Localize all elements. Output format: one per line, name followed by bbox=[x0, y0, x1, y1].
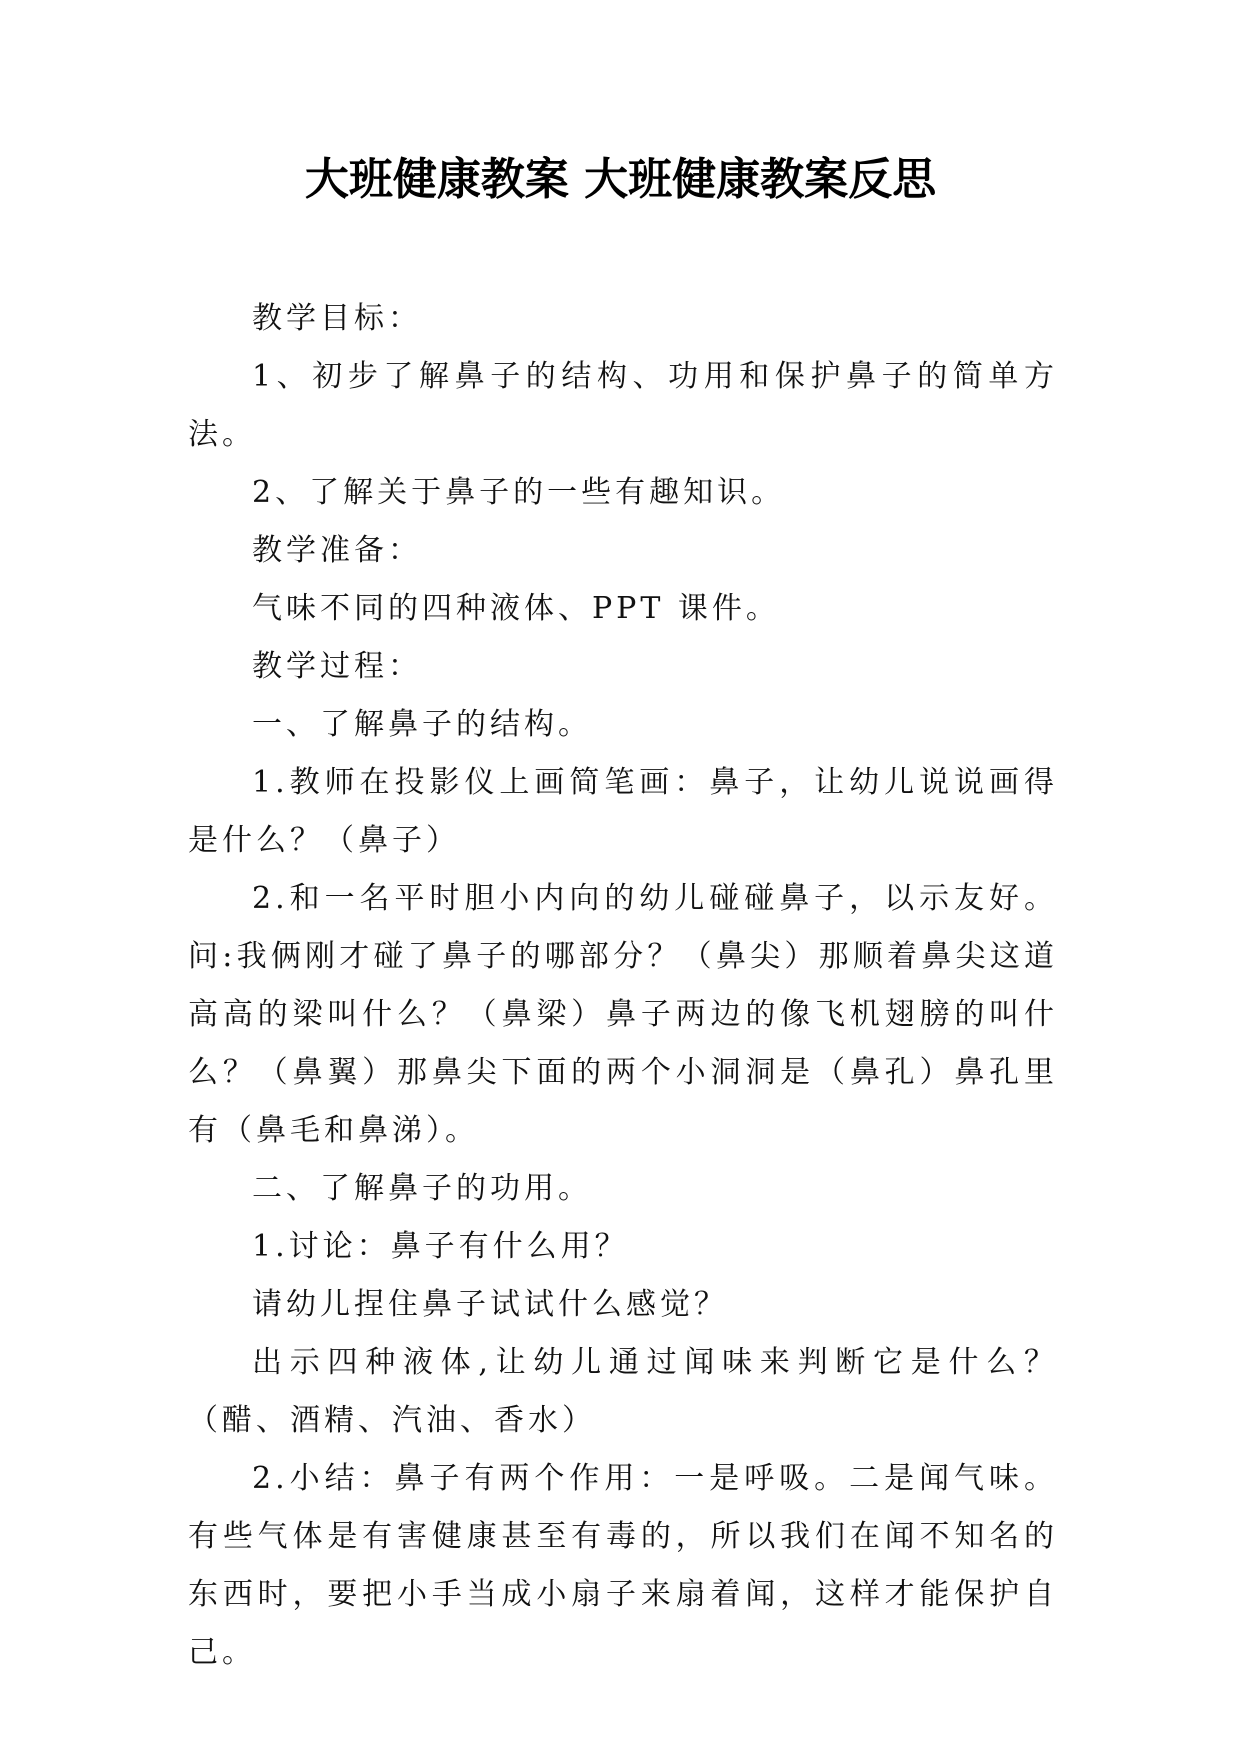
preparation-text: 气味不同的四种液体、PPT 课件。 bbox=[252, 591, 780, 626]
process-step-drawing: 1.教师在投影仪上画简笔画：鼻子，让幼儿说说画得是什么？（鼻子） bbox=[188, 765, 1058, 858]
section-heading-function: 二、了解鼻子的功用。 bbox=[252, 1171, 592, 1206]
process-step-touch-nose: 2.和一名平时胆小内向的幼儿碰碰鼻子，以示友好。问:我俩刚才碰了鼻子的哪部分？（鼻尖）那顺着鼻尖这道高高的梁叫什么？（鼻梁）鼻子两边的像飞机翅膀的叫什么？（鼻翼）那鼻尖下面的两个小洞洞是（鼻孔）鼻孔里有（鼻毛和鼻涕）。 bbox=[188, 881, 1058, 1148]
process-step-pinch-nose: 请幼儿捏住鼻子试试什么感觉？ bbox=[252, 1287, 728, 1322]
process-step-discussion: 1.讨论：鼻子有什么用？ bbox=[252, 1229, 629, 1264]
page-title: 大班健康教案 大班健康教案反思 bbox=[304, 154, 937, 205]
heading-objectives: 教学目标： bbox=[252, 301, 422, 336]
section-heading-structure: 一、了解鼻子的结构。 bbox=[252, 707, 592, 742]
objective-item-1: 1、初步了解鼻子的结构、功用和保护鼻子的简单方法。 bbox=[188, 359, 1058, 452]
heading-preparation: 教学准备： bbox=[252, 533, 422, 568]
document-body bbox=[188, 290, 1058, 1682]
process-step-summary: 2.小结：鼻子有两个作用：一是呼吸。二是闻气味。有些气体是有害健康甚至有毒的，所以我们在闻不知名的东西时，要把小手当成小扇子来扇着闻，这样才能保护自己。 bbox=[188, 1461, 1058, 1670]
heading-process: 教学过程： bbox=[252, 649, 422, 684]
process-step-smell-liquids: 出示四种液体,让幼儿通过闻味来判断它是什么？（醋、酒精、汽油、香水） bbox=[188, 1345, 1058, 1438]
objective-item-2: 2、了解关于鼻子的一些有趣知识。 bbox=[252, 475, 786, 510]
